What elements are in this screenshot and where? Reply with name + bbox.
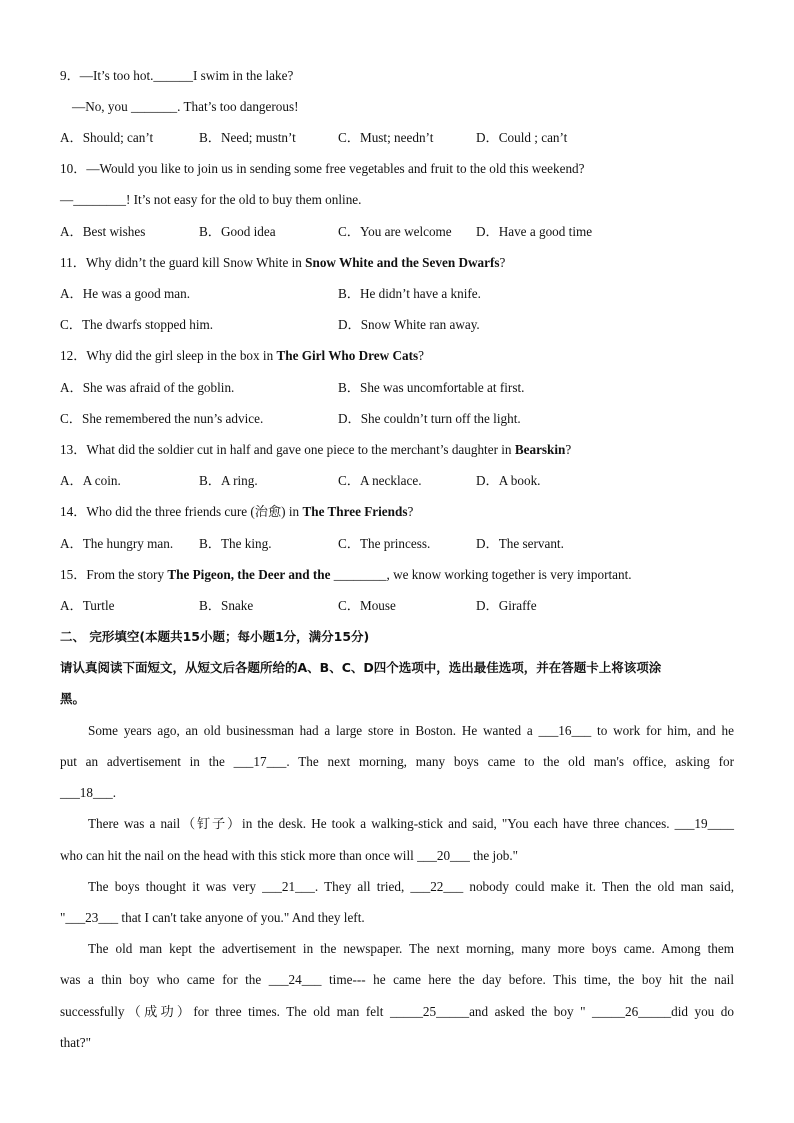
passage-text: who can hit the nail on the head with this stick more than once will ___20___ the job." bbox=[60, 848, 519, 863]
question-12-text: 12．Why did the girl sleep in the box in bbox=[60, 348, 277, 363]
question-9-text: 9．—It’s too hot.______I swim in the lake? bbox=[60, 68, 294, 83]
option-a: A．Best wishes bbox=[60, 224, 146, 239]
book-title: Snow White and the Seven Dwarfs bbox=[305, 255, 500, 270]
option-b: B．She was uncomfortable at first. bbox=[338, 380, 525, 395]
option-a: A．He was a good man. bbox=[60, 286, 191, 301]
question-13-text: 13．What did the soldier cut in half and gave one piece to the merchant’s daughter in bbox=[60, 442, 515, 457]
option-b: B．Good idea bbox=[199, 224, 276, 239]
question-10-reply bbox=[60, 191, 736, 209]
option-c: C．She remembered the nun’s advice. bbox=[60, 411, 264, 426]
passage-text: put an advertisement in the ___17___. The next morning, many boys came to the old man's office, asking for bbox=[60, 754, 734, 769]
option-c: C．The dwarfs stopped him. bbox=[60, 317, 214, 332]
passage-line bbox=[60, 847, 734, 865]
section-heading-text: 二、 完形填空(本题共15小题；每小题1分，满分15分) bbox=[60, 629, 370, 644]
question-9-reply bbox=[72, 98, 748, 116]
passage-line bbox=[60, 1003, 734, 1021]
option-d: D．Could ; can’t bbox=[476, 130, 568, 145]
passage-line bbox=[60, 753, 734, 771]
passage-text: There was a nail（钉子）in the desk. He took a walking-stick and said, "You each have three chances. ___19____ bbox=[88, 816, 734, 831]
question-10 bbox=[60, 160, 736, 178]
passage-text: The boys thought it was very ___21___. They all tried, ___22___ nobody could make it. Then the old man said, bbox=[88, 879, 734, 894]
passage-text: was a thin boy who came for the ___24___ time--- he came here the day before. This time, the boy hit the nail bbox=[60, 972, 734, 987]
passage-line bbox=[60, 909, 734, 927]
passage-line bbox=[88, 815, 734, 833]
option-a: A．Turtle bbox=[60, 598, 115, 613]
question-14 bbox=[60, 503, 736, 521]
question-10-reply-text: —________! It’s not easy for the old to buy them online. bbox=[60, 192, 362, 207]
section-heading bbox=[60, 628, 736, 646]
passage-text: successfully（成功）for three times. The old man felt _____25_____and asked the boy " _____26_____did you do bbox=[60, 1004, 734, 1019]
book-title: The Girl Who Drew Cats bbox=[276, 348, 419, 363]
question-13 bbox=[60, 441, 736, 459]
passage-text: Some years ago, an old businessman had a large store in Boston. He wanted a ___16___ to work for him, and he bbox=[88, 723, 734, 738]
section-instruction-text: 请认真阅读下面短文，从短文后各题所给的A、B、C、D四个选项中，选出最佳选项，并在答题卡上将该项涂 bbox=[60, 660, 662, 675]
question-10-text: 10．—Would you like to join us in sending some free vegetables and fruit to the old this weekend? bbox=[60, 161, 585, 176]
option-b: B．A ring. bbox=[199, 473, 258, 488]
option-a: A．The hungry man. bbox=[60, 536, 174, 551]
passage-line bbox=[60, 971, 734, 989]
book-title: The Pigeon, the Deer and the bbox=[167, 567, 331, 582]
question-15-text: 15．From the story bbox=[60, 567, 168, 582]
option-d: D．She couldn’t turn off the light. bbox=[338, 411, 521, 426]
question-9-reply-text: —No, you _______. That’s too dangerous! bbox=[72, 99, 299, 114]
option-b: B．Snake bbox=[199, 598, 254, 613]
question-14-text: 14．Who did the three friends cure (治愈) in bbox=[60, 504, 303, 519]
question-14-end: ? bbox=[407, 504, 414, 519]
question-13-end: ? bbox=[565, 442, 572, 457]
passage-line bbox=[88, 878, 734, 896]
question-11-text: 11．Why didn’t the guard kill Snow White in bbox=[60, 255, 306, 270]
passage-line bbox=[60, 784, 734, 802]
option-b: B．The king. bbox=[199, 536, 272, 551]
option-d: D．Have a good time bbox=[476, 224, 593, 239]
option-d: D．A book. bbox=[476, 473, 541, 488]
question-15-end: ________, we know working together is very important. bbox=[330, 567, 632, 582]
option-d: D．Snow White ran away. bbox=[338, 317, 480, 332]
option-a: A．Should; can’t bbox=[60, 130, 154, 145]
question-11-end: ? bbox=[499, 255, 506, 270]
passage-line bbox=[60, 1034, 734, 1052]
passage-line bbox=[88, 722, 734, 740]
question-12 bbox=[60, 347, 736, 365]
option-d: D．Giraffe bbox=[476, 598, 537, 613]
passage-text: ___18___. bbox=[60, 785, 117, 800]
option-d: D．The servant. bbox=[476, 536, 564, 551]
option-c: C．The princess. bbox=[338, 536, 431, 551]
passage-text: The old man kept the advertisement in the newspaper. The next morning, many more boys came. Among them bbox=[88, 941, 734, 956]
option-c: C．A necklace. bbox=[338, 473, 422, 488]
section-instruction-line2 bbox=[60, 690, 736, 708]
option-a: A．She was afraid of the goblin. bbox=[60, 380, 235, 395]
book-title: Bearskin bbox=[514, 442, 566, 457]
question-11 bbox=[60, 254, 736, 272]
passage-text: "___23___ that I can't take anyone of you." And they left. bbox=[60, 910, 365, 925]
option-c: C．Mouse bbox=[338, 598, 396, 613]
question-12-end: ? bbox=[418, 348, 424, 363]
section-instruction-line1 bbox=[60, 659, 736, 677]
option-b: B．He didn’t have a knife. bbox=[338, 286, 481, 301]
option-a: A．A coin. bbox=[60, 473, 121, 488]
question-9 bbox=[60, 67, 736, 85]
option-c: C．Must; needn’t bbox=[338, 130, 434, 145]
section-instruction-text: 黑。 bbox=[60, 691, 86, 706]
book-title: The Three Friends bbox=[302, 504, 408, 519]
passage-text: that?" bbox=[60, 1035, 92, 1050]
option-b: B．Need; mustn’t bbox=[199, 130, 296, 145]
question-15 bbox=[60, 566, 736, 584]
option-c: C．You are welcome bbox=[338, 224, 452, 239]
passage-line bbox=[88, 940, 734, 958]
